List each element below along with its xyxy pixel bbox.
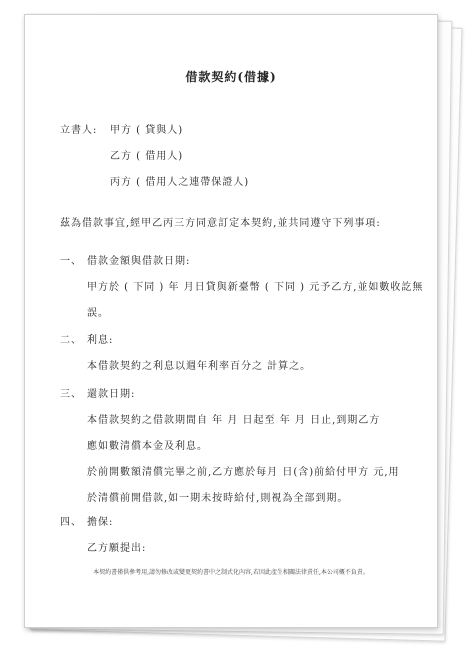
section-1-line-1: 甲方於 ( 下同 ) 年 月日貸與新臺幣 ( 下同 ) 元予乙方,並如數收訖無 [87, 282, 424, 293]
parties-label: 立書人: [60, 125, 98, 136]
section-2-number: 二、 [60, 335, 82, 346]
party-b: 乙方 ( 借用人) [110, 151, 184, 162]
section-1-heading: 借款金額與借款日期: [87, 256, 191, 267]
section-4-number: 四、 [60, 517, 82, 528]
section-3-line-3: 於前開數額清償完畢之前,乙方應於每月 日(含)前給付甲方 元,用 [87, 467, 400, 478]
section-1-number: 一、 [60, 256, 82, 267]
section-4-heading: 擔保: [87, 517, 114, 528]
document-title: 借款契約(借據) [185, 70, 277, 84]
section-3-heading: 還款日期: [87, 389, 136, 400]
party-a: 甲方 ( 貸與人) [110, 125, 184, 136]
section-3-number: 三、 [60, 389, 82, 400]
footer-disclaimer: 本契約書僅供參考用,請勿修改或變更契約書中之制式化內容,若因此產生相關法律責任,本公司概不負責。 [93, 569, 369, 576]
preamble: 茲為借款事宜,經甲乙丙三方同意訂定本契約,並共同遵守下列事項: [60, 218, 381, 229]
section-3-line-2: 應如數清償本金及利息。 [87, 441, 208, 452]
section-2-line-1: 本借款契約之利息以週年利率百分之 計算之。 [87, 361, 312, 372]
section-3-line-4: 於清償前開借款,如一期未按時給付,則視為全部到期。 [87, 493, 349, 504]
contract-page [24, 14, 438, 628]
section-4-line-1: 乙方願提出: [87, 543, 147, 554]
section-2-heading: 利息: [87, 335, 114, 346]
section-3-line-1: 本借款契約之借款期間自 年 月 日起至 年 月 日止,到期乙方 [87, 415, 381, 426]
section-1-line-2: 誤。 [87, 308, 109, 319]
party-c: 丙方 ( 借用人之連帶保證人) [110, 177, 250, 188]
